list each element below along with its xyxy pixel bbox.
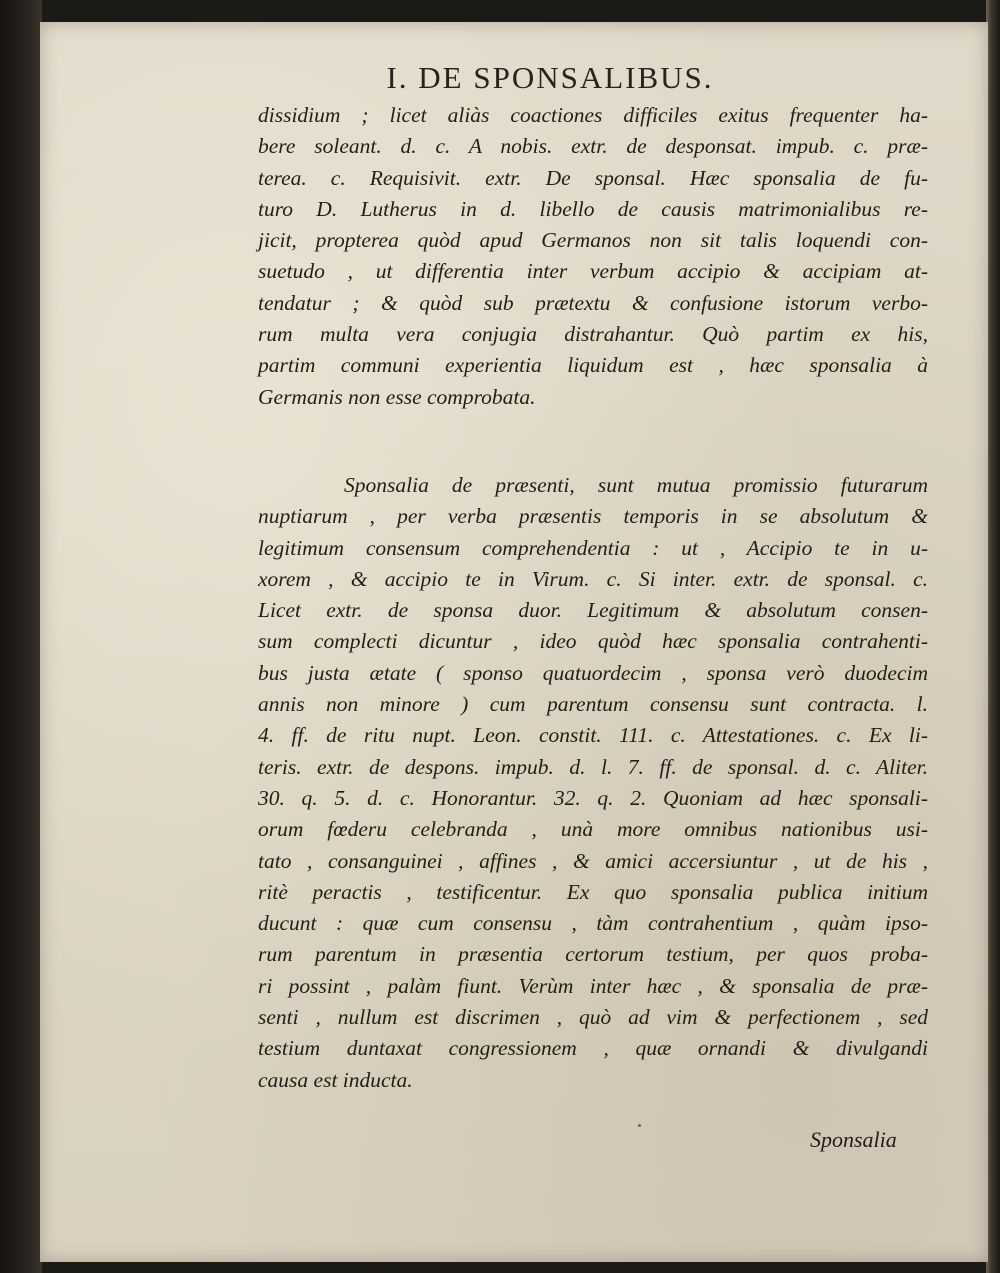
text-line: ritè peractis , testificentur. Ex quo sponsalia publica initium	[258, 879, 928, 904]
text-line: causa est inducta.	[258, 1067, 413, 1092]
text-line: turo D. Lutherus in d. libello de causis matrimonialibus re-	[258, 196, 928, 221]
text-line: jicit, propterea quòd apud Germanos non sit talis loquendi con-	[258, 228, 928, 253]
text-line: nuptiarum , per verba præsentis temporis in se absolutum &	[258, 504, 928, 529]
text-line: bere soleant. d. c. A nobis. extr. de desponsat. impub. c. præ-	[258, 134, 928, 159]
text-line: testium duntaxat congressionem , quæ ornandi & divulgandi	[258, 1036, 928, 1061]
text-line: dissidium ; licet aliàs coactiones difficiles exitus frequenter ha-	[258, 103, 928, 127]
text-line: senti , nullum est discrimen , quò ad vim & perfectionem , sed	[258, 1005, 928, 1030]
book-gutter-edge	[0, 0, 42, 1273]
text-line: orum fœderu celebranda , unà more omnibus nationibus usi-	[258, 817, 928, 842]
text-line: tato , consanguinei , affines , & amici accersiuntur , ut de his ,	[258, 848, 928, 873]
text-line: partim communi experientia liquidum est , hæc sponsalia à	[258, 353, 928, 378]
book-page	[40, 22, 988, 1262]
text-line: rum multa vera conjugia distrahantur. Quò partim ex his,	[258, 322, 928, 347]
text-line: ducunt : quæ cum consensu , tàm contrahentium , quàm ipso-	[258, 911, 928, 936]
running-head: I. DE SPONSALIBUS.	[386, 60, 714, 95]
paragraph-1	[258, 100, 928, 413]
text-line: suetudo , ut differentia inter verbum accipio & accipiam at-	[258, 259, 928, 284]
page-stack-edge	[986, 0, 1000, 1273]
text-line: 4. ff. de ritu nupt. Leon. constit. 111. c. Attestationes. c. Ex li-	[258, 723, 928, 748]
text-line: sum complecti dicuntur , ideo quòd hæc sponsalia contrahenti-	[258, 629, 928, 654]
paper-speck	[638, 1124, 641, 1127]
paragraph-2	[258, 470, 928, 1096]
text-line: annis non minore ) cum parentum consensu sunt contracta. l.	[258, 692, 928, 717]
text-line: rum parentum in præsentia certorum testium, per quos proba-	[258, 942, 928, 967]
text-line: Sponsalia de præsenti, sunt mutua promissio futurarum	[344, 473, 928, 497]
text-line: xorem , & accipio te in Virum. c. Si inter. extr. de sponsal. c.	[258, 566, 928, 591]
text-line: bus justa ætate ( sponso quatuordecim , sponsa verò duodecim	[258, 660, 928, 685]
text-line: Germanis non esse comprobata.	[258, 384, 536, 409]
text-line: tendatur ; & quòd sub prætextu & confusione istorum verbo-	[258, 290, 928, 315]
text-line: 30. q. 5. d. c. Honorantur. 32. q. 2. Quoniam ad hæc sponsali-	[258, 785, 928, 810]
text-line: teris. extr. de despons. impub. d. l. 7. ff. de sponsal. d. c. Aliter.	[258, 754, 928, 779]
text-line: terea. c. Requisivit. extr. De sponsal. Hæc sponsalia de fu-	[258, 165, 928, 190]
text-line: Licet extr. de sponsa duor. Legitimum & absolutum consen-	[258, 598, 928, 623]
catchword: Sponsalia	[810, 1127, 897, 1152]
text-line: ri possint , palàm fiunt. Verùm inter hæc , & sponsalia de præ-	[258, 973, 928, 998]
text-line: legitimum consensum comprehendentia : ut , Accipio te in u-	[258, 535, 928, 560]
